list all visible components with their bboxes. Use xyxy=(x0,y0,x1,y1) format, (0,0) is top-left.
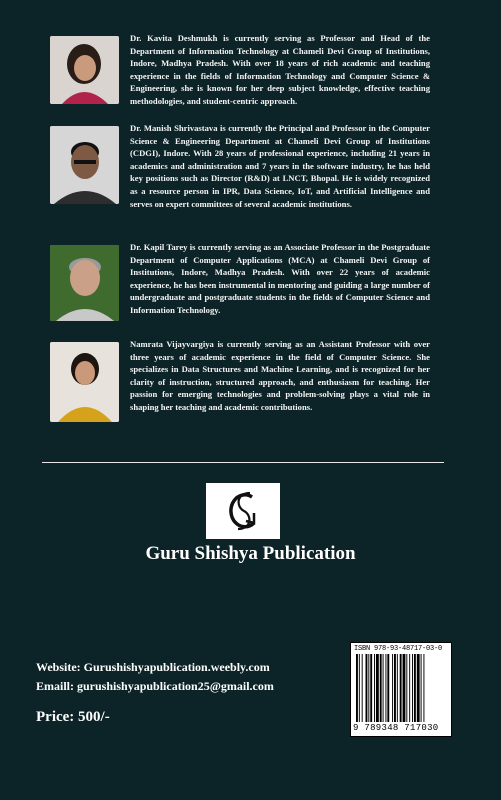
author-entry xyxy=(50,338,430,422)
isbn-digits: 9 789348 717030 xyxy=(353,723,439,733)
publisher-logo xyxy=(206,483,280,539)
author-photo xyxy=(50,36,119,104)
author-bio: Dr. Kavita Deshmukh is currently serving as Professor and Head of the Department of Information Technology at Chameli Devi Group of Institutions, Indore, Madhya Pradesh. With over 18 years of rich academic and teaching experience in the fields of Information Technology and Computer Science & Engineering, she is known for her deep subject knowledge, effective teaching methodologies, and student-centric approach. xyxy=(130,33,430,106)
isbn-label: ISBN 978-93-48717-03-0 xyxy=(354,645,443,653)
author-portrait-icon xyxy=(50,245,119,321)
barcode-icon xyxy=(356,654,446,722)
author-portrait-icon xyxy=(50,126,119,204)
price-text: Price: 500/- xyxy=(36,709,110,725)
author-portrait-icon xyxy=(50,342,119,422)
author-entry xyxy=(50,241,430,321)
email-text: Emaill: gurushishyapublication25@gmail.com xyxy=(36,679,274,693)
section-divider xyxy=(42,462,444,463)
gs-monogram-logo-icon xyxy=(206,483,280,539)
author-bio: Dr. Manish Shrivastava is currently the Principal and Professor in the Computer Science & Engineering Department at Chameli Devi Group of Institutions (CDGI), Indore. With 28 years of professional experience, including 21 years in academics and administration and 7 years in the software industry, he has held key positions such as Director (R&D) at LNCT, Bhopal. He is widely recognized as a resource person in IPR, Data Science, IoT, and Artificial Intelligence and serves on expert committees of several academic institutions. xyxy=(130,123,430,209)
author-portrait-icon xyxy=(50,36,119,104)
author-photo xyxy=(50,342,119,422)
isbn-barcode xyxy=(350,642,452,737)
author-photo xyxy=(50,126,119,204)
publisher-name: Guru Shishya Publication xyxy=(145,543,356,564)
author-bio: Dr. Kapil Tarey is currently serving as an Associate Professor in the Postgraduate Department of Computer Applications (MCA) at Chameli Devi Group of Institutions, Indore, Madhya Pradesh. With over 22 years of academic experience, he has been instrumental in mentoring and guiding a large number of undergraduate and postgraduate students in the fields of Computer Science and Information Technology. xyxy=(130,242,430,315)
author-photo xyxy=(50,245,119,321)
website-text: Website: Gurushishyapublication.weebly.com xyxy=(36,660,270,674)
author-entry xyxy=(50,32,430,108)
author-entry xyxy=(50,122,430,210)
author-bio: Namrata Vijayvargiya is currently serving as an Assistant Professor with over three years of academic experience in the field of Computer Science. She specializes in Data Structures and Machine Learning, and is recognized for her clarity of instruction, structured approach, and enthusiasm for teaching. Her passion for emerging technologies and problem-solving plays a vital role in shaping her teaching and academic contributions. xyxy=(130,339,430,412)
